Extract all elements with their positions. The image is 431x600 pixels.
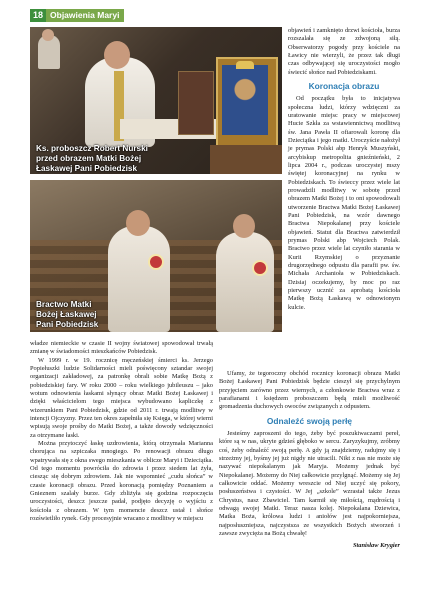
paragraph: objawień i zamknięto drzwi kościoła, burza rozszalała się ze zdwojoną siłą. Obserwatorzy pogody przy kościele na Ławicy nie wierzyli, że przez tak długi czas odbywającej się uroczystości mogło świecić słońce nad Pobiedziskami. (288, 27, 400, 76)
member-figure-right (216, 232, 274, 332)
paragraph: Można przytoczyć łaskę uzdrowienia, którą otrzymała Marianna chorująca na szpiczaka mnogiego. Po renowacji obrazu długo wpatrywała się z okna swego mieszkania w oblicze Maryi i Dzieciątka. Od tego momentu powróciła do zdrowia i przez siedem lat żyła, ciesząc się dobrym zdrowiem. Jak nie wspomnieć „cudu słońca” w czasie koronacji obrazu. Przed koronacją pomiędzy Poznaniem a Gnieznem szalały burze. Gdy zbliżyła się godzina rozpoczęcia uroczystości, deszcz jeszcze padał, podjęto decyzję o wyjściu z kościoła z obrazem. W tym momencie deszcz ustał i słońce rozświetliło rynek. Gdy procesyjnie wracano z modlitwy w miejscu (30, 439, 213, 522)
right-column (288, 27, 400, 312)
page-number: 18 (30, 9, 46, 22)
member-figure-left (108, 226, 170, 332)
photo-brotherhood (30, 180, 282, 332)
section-title: Objawienia Maryi (46, 9, 124, 22)
photo1-caption: Ks. proboszcz Robert Nurski przed obrazem Matki Bożej Łaskawej Pani Pobiedzisk (36, 144, 148, 173)
banner (178, 71, 214, 135)
wood-panel (210, 145, 282, 174)
member-emblem-right (252, 260, 268, 276)
paragraph: Jesteśmy zaproszeni do tego, żeby być poszukiwaczami pereł, które są w nas, ukryte gdzieś głęboko w sercu. Zaryzykujmy, zróbmy coś, żeby odnaleźć swoją perłę. A gdy ją znajdziemy, radujmy się i strzeżmy jej, byśmy jej już nigdy nie utracili. Nikt z nas nie może się nazywać niepokalanym jak Maryja. Możemy jednak być Niepokalanej. Możemy do Niej całkowicie przylgnąć. Możemy się Jej całkowicie oddać. Możemy wreszcie od Niej uczyć się pokory, posłuszeństwa i czystości. W Jej „szkole” wzrastał także Jezus Chrystus, nasz Zbawiciel. Tam karmił się miłością, mądrością i odwagą swojej Matki. Teraz nasza kolej. Niepokalana Dziewica, Matka Boża, królowa ludzi i aniołów jest najpokorniejsza, najposłuszniejsza, najczystsza ze wszystkich Bożych stworzeń i zawsze zwycięża na Bożą chwałę! (219, 429, 400, 537)
background-figure-head (42, 29, 54, 41)
left-column (30, 340, 213, 523)
photo2-caption: Bractwo Matki Bożej Łaskawej Pani Pobiedzisk (36, 300, 99, 329)
paragraph: Ufamy, że tegoroczny obchód rocznicy koronacji obrazu Matki Bożej Łaskawej Pani Pobiedzisk będzie cieszył się przychylnym przyjęciem zarówno przez wiernych, a członkowie Bractwa wraz z parafianami i księdzem proboszczem będą mieli możliwość gromadzenia duchowych owoców związanych z odpustem. (219, 370, 400, 411)
photo-priest-with-icon (30, 27, 282, 174)
paragraph: Od początku była to inicjatywa społeczna ludzi, którzy wdzięczni za uratowanie miejsc pracy w miejscowej Hucie Szkła za wstawiennictwą modlitwą św. Jana Pawła II ofiarowali koronę dla Dzieciątka i jego matki. Uroczyście nałożył je prymas Polski abp Henryk Muszyński, arcybiskup metropolita gnieźnieński, 2 lipca 2004 r., podczas uroczystej mszy świętej koronacyjnej na rynku w Pobiedziskach. To świeccy przez wiele lat prowadzili modlitwy w sobotę przed obrazem Matki Bożej i to oni spowodowali utworzenie Bractwa Matki Bożej Łaskawej Pani Pobiedzisk, na wzór dawnego Bractwa Niepokalanej przy kościele objawień. Statut dla Bractwa zatwierdził prymas Polski abp Wojciech Polak. Bractwo przez wiele lat czyniło starania w Kurii Rzymskiej o przyznanie drugorzędnego odpustu dla parafii pw. św. Michała Archanioła w Pobiedziskach. Dzisiaj oczekujemy, by moc po raz pierwszy ucznić za aprobatą kościoła Matkę Bożą Łaskawą w odnowionym kulcie. (288, 95, 400, 311)
icon-crown (236, 61, 254, 69)
member-emblem-left (148, 254, 164, 270)
member-head-right (233, 214, 255, 238)
heading-perla: Odnaleźć swoją perłę (266, 415, 353, 426)
paragraph: władze niemieckie w czasie II wojny światowej spowodował trwałą zmianę w świadomości mieszkańców Pobiedzisk. (30, 340, 213, 356)
icon-painting (222, 65, 268, 135)
right-wide-text (219, 370, 400, 551)
member-head-left (126, 210, 150, 236)
priest-head (104, 41, 130, 69)
heading-koronacja: Koronacja obrazu (308, 80, 380, 91)
author-signature: Stanisław Krygier (352, 542, 400, 550)
paragraph: W 1999 r. w 19. rocznicę męczeńskiej śmierci ks. Jerzego Popiełuszki ludzie Solidarności mieli poświęcony sztandar swojej organizacji zakładowej, za patronkę obrali sobie Matkę Bożą z pobiedziskiej fary. W roku 2000 – roku wielkiego jubileuszu – jako wotum odnowienia łaskami słynący obraz Matki Bożej Łaskawej i dzięki właścicielom tego miejsca wybudowano kapliczkę z wizerunkiem Pani Pobiedzisk, gdzie od 2011 r. trwają modlitwy w intencji Ojczyzny. Przez ten okres zapełniła się Księga, w której wierni wpisują swoje prośby do Matki Bożej, a także dowody wdzięczności za otrzymane łaski. (30, 356, 213, 439)
page-header (30, 9, 124, 22)
